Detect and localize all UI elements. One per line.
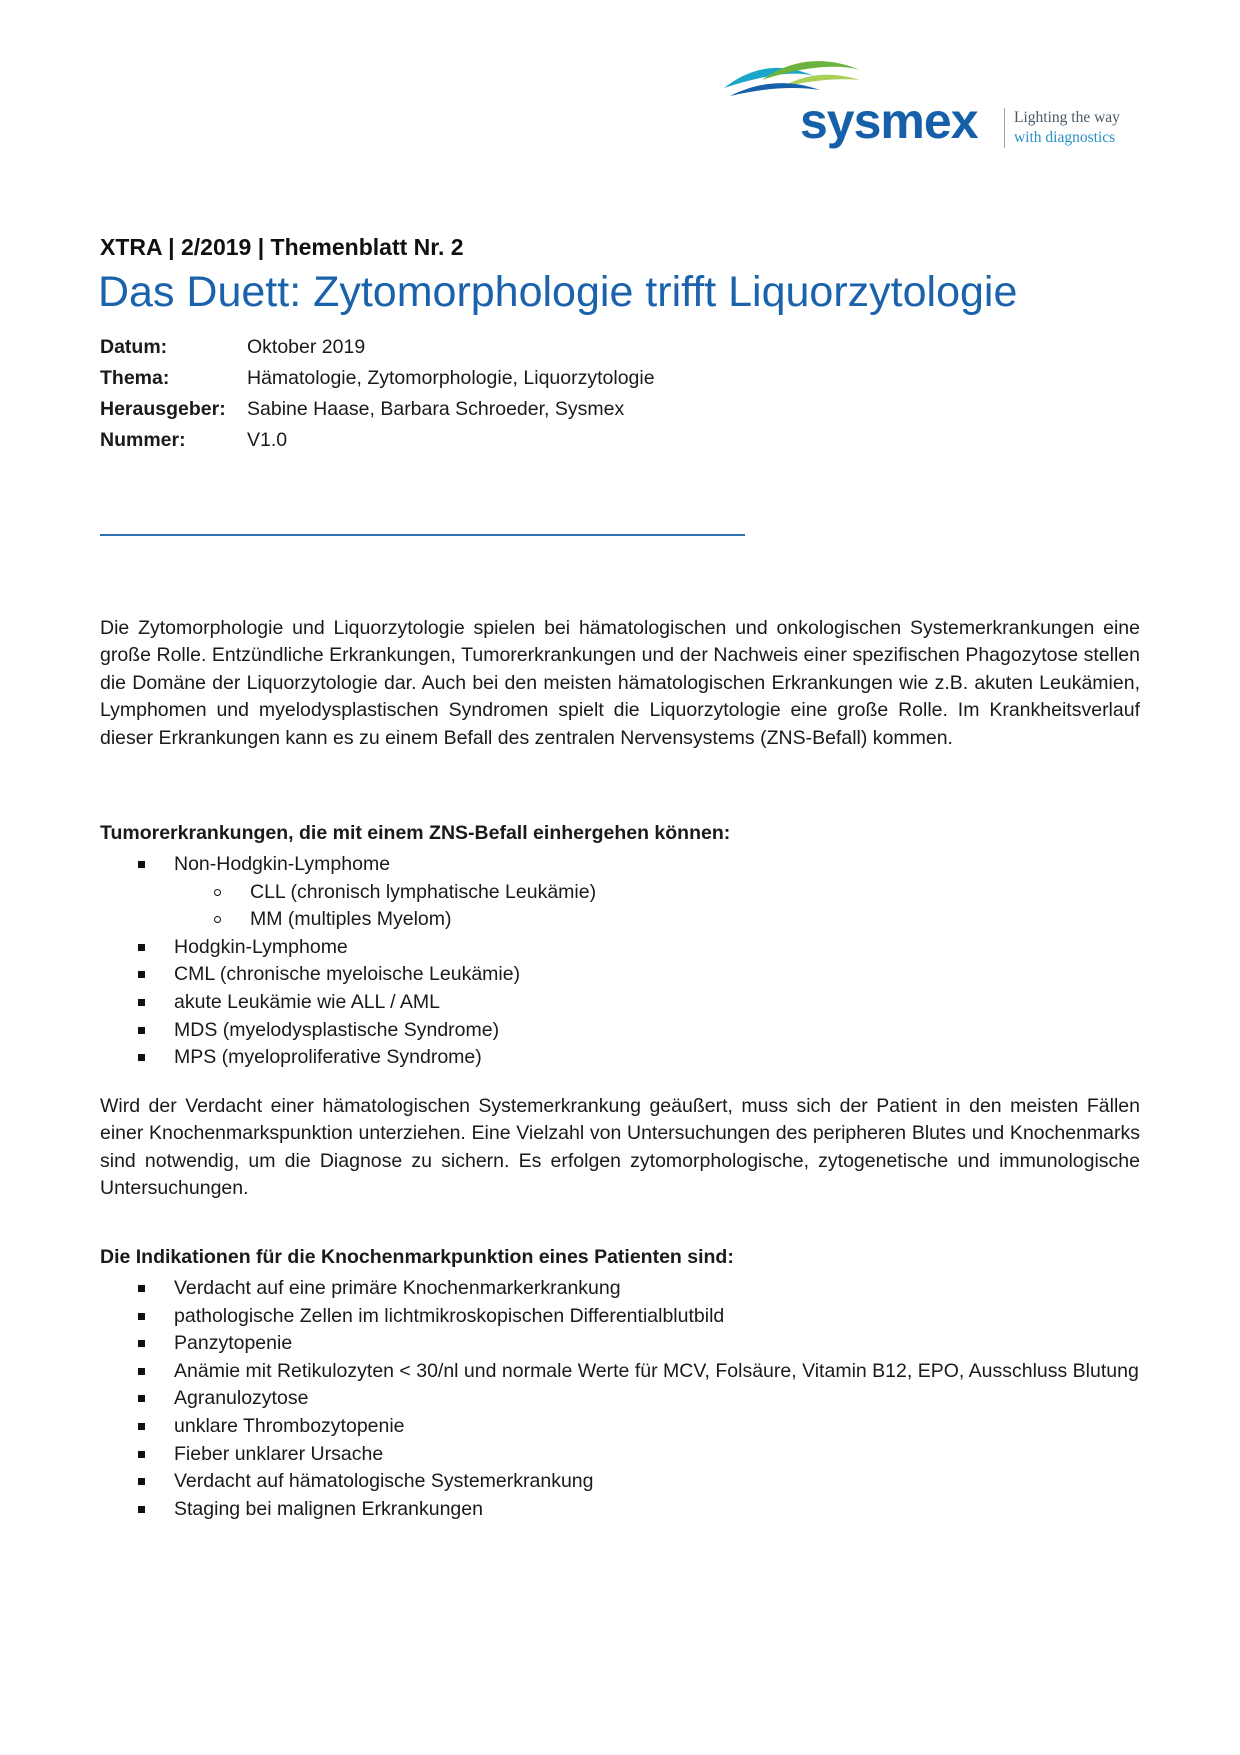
list-item-text: Panzytopenie <box>174 1332 293 1355</box>
list-item-text: Non-Hodgkin-Lymphome <box>174 853 391 875</box>
square-bullet-icon <box>138 1313 145 1320</box>
circle-bullet-icon <box>214 889 221 896</box>
list-item <box>100 1358 1140 1386</box>
sysmex-logo <box>722 58 1142 150</box>
list-item-text: Hodgkin-Lymphome <box>174 935 348 958</box>
meta-row-thema <box>100 363 655 394</box>
meta-key: Nummer: <box>100 429 186 451</box>
zns-disease-list <box>100 851 1140 1072</box>
sysmex-wordmark: sysmex <box>800 93 978 149</box>
intro-paragraph: Die Zytomorphologie und Liquorzytologie spielen bei hämatologischen und onkologischen Systemerkrankungen eine große Rolle. Entzündliche Erkrankungen, Tumorerkrankungen und der Nachweis einer spezifischen Phagozytose stellen die Domäne der Liquorzytologie dar. Auch bei den meisten hämatologischen Erkrankungen wie z.B. akuten Leukämien, Lymphomen und myelodysplastischen Syndromen spielt die Liquorzytologie eine große Rolle. Im Krankheitsverlauf dieser Erkrankungen kann es zu einem Befall des zentralen Nervensystems (ZNS-Befall) kommen. <box>100 617 1140 749</box>
list-item-text: MDS (myelodysplastische Syndrome) <box>174 1018 500 1041</box>
meta-key: Herausgeber: <box>100 398 226 420</box>
document-title: Das Duett: Zytomorphologie trifft Liquorzytologie <box>98 268 1018 316</box>
square-bullet-icon <box>138 971 145 978</box>
list-item-text: Anämie mit Retikulozyten < 30/nl und normale Werte für MCV, Folsäure, Vitamin B12, EPO, Ausschluss Blutung <box>174 1359 1139 1382</box>
meta-key: Datum: <box>100 336 168 358</box>
list-item-text: CLL (chronisch lymphatische Leukämie) <box>250 880 597 903</box>
meta-row-herausgeber <box>100 394 655 425</box>
logo-tagline <box>1014 108 1120 148</box>
meta-table <box>100 332 655 456</box>
list-item-text: Fieber unklarer Ursache <box>174 1442 384 1465</box>
list-item-text: Verdacht auf eine primäre Knochenmarkerkrankung <box>174 1277 621 1299</box>
circle-bullet-icon <box>214 916 221 923</box>
list-item <box>100 1441 1140 1469</box>
square-bullet-icon <box>138 1285 145 1292</box>
square-bullet-icon <box>138 1054 145 1061</box>
list-item <box>100 1330 1140 1358</box>
list-item-text: unklare Thrombozytopenie <box>174 1414 405 1437</box>
list-item-text: CML (chronische myeloische Leukämie) <box>174 963 521 986</box>
section-heading-indications: Die Indikationen für die Knochenmarkpunktion eines Patienten sind: <box>100 1246 734 1268</box>
square-bullet-icon <box>138 999 145 1006</box>
indications-list <box>100 1275 1140 1523</box>
square-bullet-icon <box>138 1451 145 1458</box>
list-item <box>100 1468 1140 1496</box>
list-item <box>100 934 1140 962</box>
list-item <box>100 989 1140 1017</box>
list-item-text: Agranulozytose <box>174 1387 309 1410</box>
list-item-text: Staging bei malignen Erkrankungen <box>174 1497 483 1520</box>
meta-value: Hämatologie, Zytomorphologie, Liquorzytologie <box>247 367 655 389</box>
meta-key: Thema: <box>100 367 170 389</box>
square-bullet-icon <box>138 1478 145 1485</box>
list-item-text: Verdacht auf hämatologische Systemerkrankung <box>174 1470 594 1493</box>
tagline-line-2: with diagnostics <box>1014 129 1116 146</box>
square-bullet-icon <box>138 1368 145 1375</box>
issue-kicker: XTRA | 2/2019 | Themenblatt Nr. 2 <box>100 234 464 260</box>
list-item-text: MM (multiples Myelom) <box>250 908 452 931</box>
list-item <box>100 961 1140 989</box>
list-item <box>100 851 1140 879</box>
square-bullet-icon <box>138 1423 145 1430</box>
sub-list-item <box>100 879 1140 907</box>
meta-value: Oktober 2019 <box>247 336 366 358</box>
sub-list-item <box>100 906 1140 934</box>
list-item <box>100 1044 1140 1072</box>
logo-divider <box>1004 108 1005 148</box>
list-item-text: akute Leukämie wie ALL / AML <box>174 990 440 1013</box>
meta-row-datum <box>100 332 655 363</box>
section-heading-zns: Tumorerkrankungen, die mit einem ZNS-Befall einhergehen können: <box>100 822 731 844</box>
list-item <box>100 1496 1140 1524</box>
tagline-line-1: Lighting the way <box>1014 109 1120 126</box>
list-item <box>100 1275 1140 1303</box>
diagnosis-paragraph: Wird der Verdacht einer hämatologischen Systemerkrankung geäußert, muss sich der Patient in den meisten Fällen einer Knochenmarkspunktion unterziehen. Eine Vielzahl von Untersuchungen des peripheren Blutes und Knochenmarks sind notwendig, um die Diagnose zu sichern. Es erfolgen zytomorphologische, zytogenetische und immunologische Untersuchungen. <box>100 1095 1140 1200</box>
meta-value: Sabine Haase, Barbara Schroeder, Sysmex <box>247 398 625 420</box>
square-bullet-icon <box>138 1395 145 1402</box>
square-bullet-icon <box>138 1506 145 1513</box>
list-item-text: MPS (myeloproliferative Syndrome) <box>174 1046 482 1069</box>
meta-row-nummer <box>100 425 655 456</box>
square-bullet-icon <box>138 1340 145 1347</box>
square-bullet-icon <box>138 1027 145 1034</box>
divider-rule <box>100 534 745 536</box>
square-bullet-icon <box>138 944 145 951</box>
meta-value: V1.0 <box>247 429 288 451</box>
list-item-text: pathologische Zellen im lichtmikroskopischen Differentialblutbild <box>174 1304 725 1327</box>
square-bullet-icon <box>138 861 145 868</box>
list-item <box>100 1017 1140 1045</box>
list-item <box>100 1303 1140 1331</box>
list-item <box>100 1413 1140 1441</box>
list-item <box>100 1385 1140 1413</box>
